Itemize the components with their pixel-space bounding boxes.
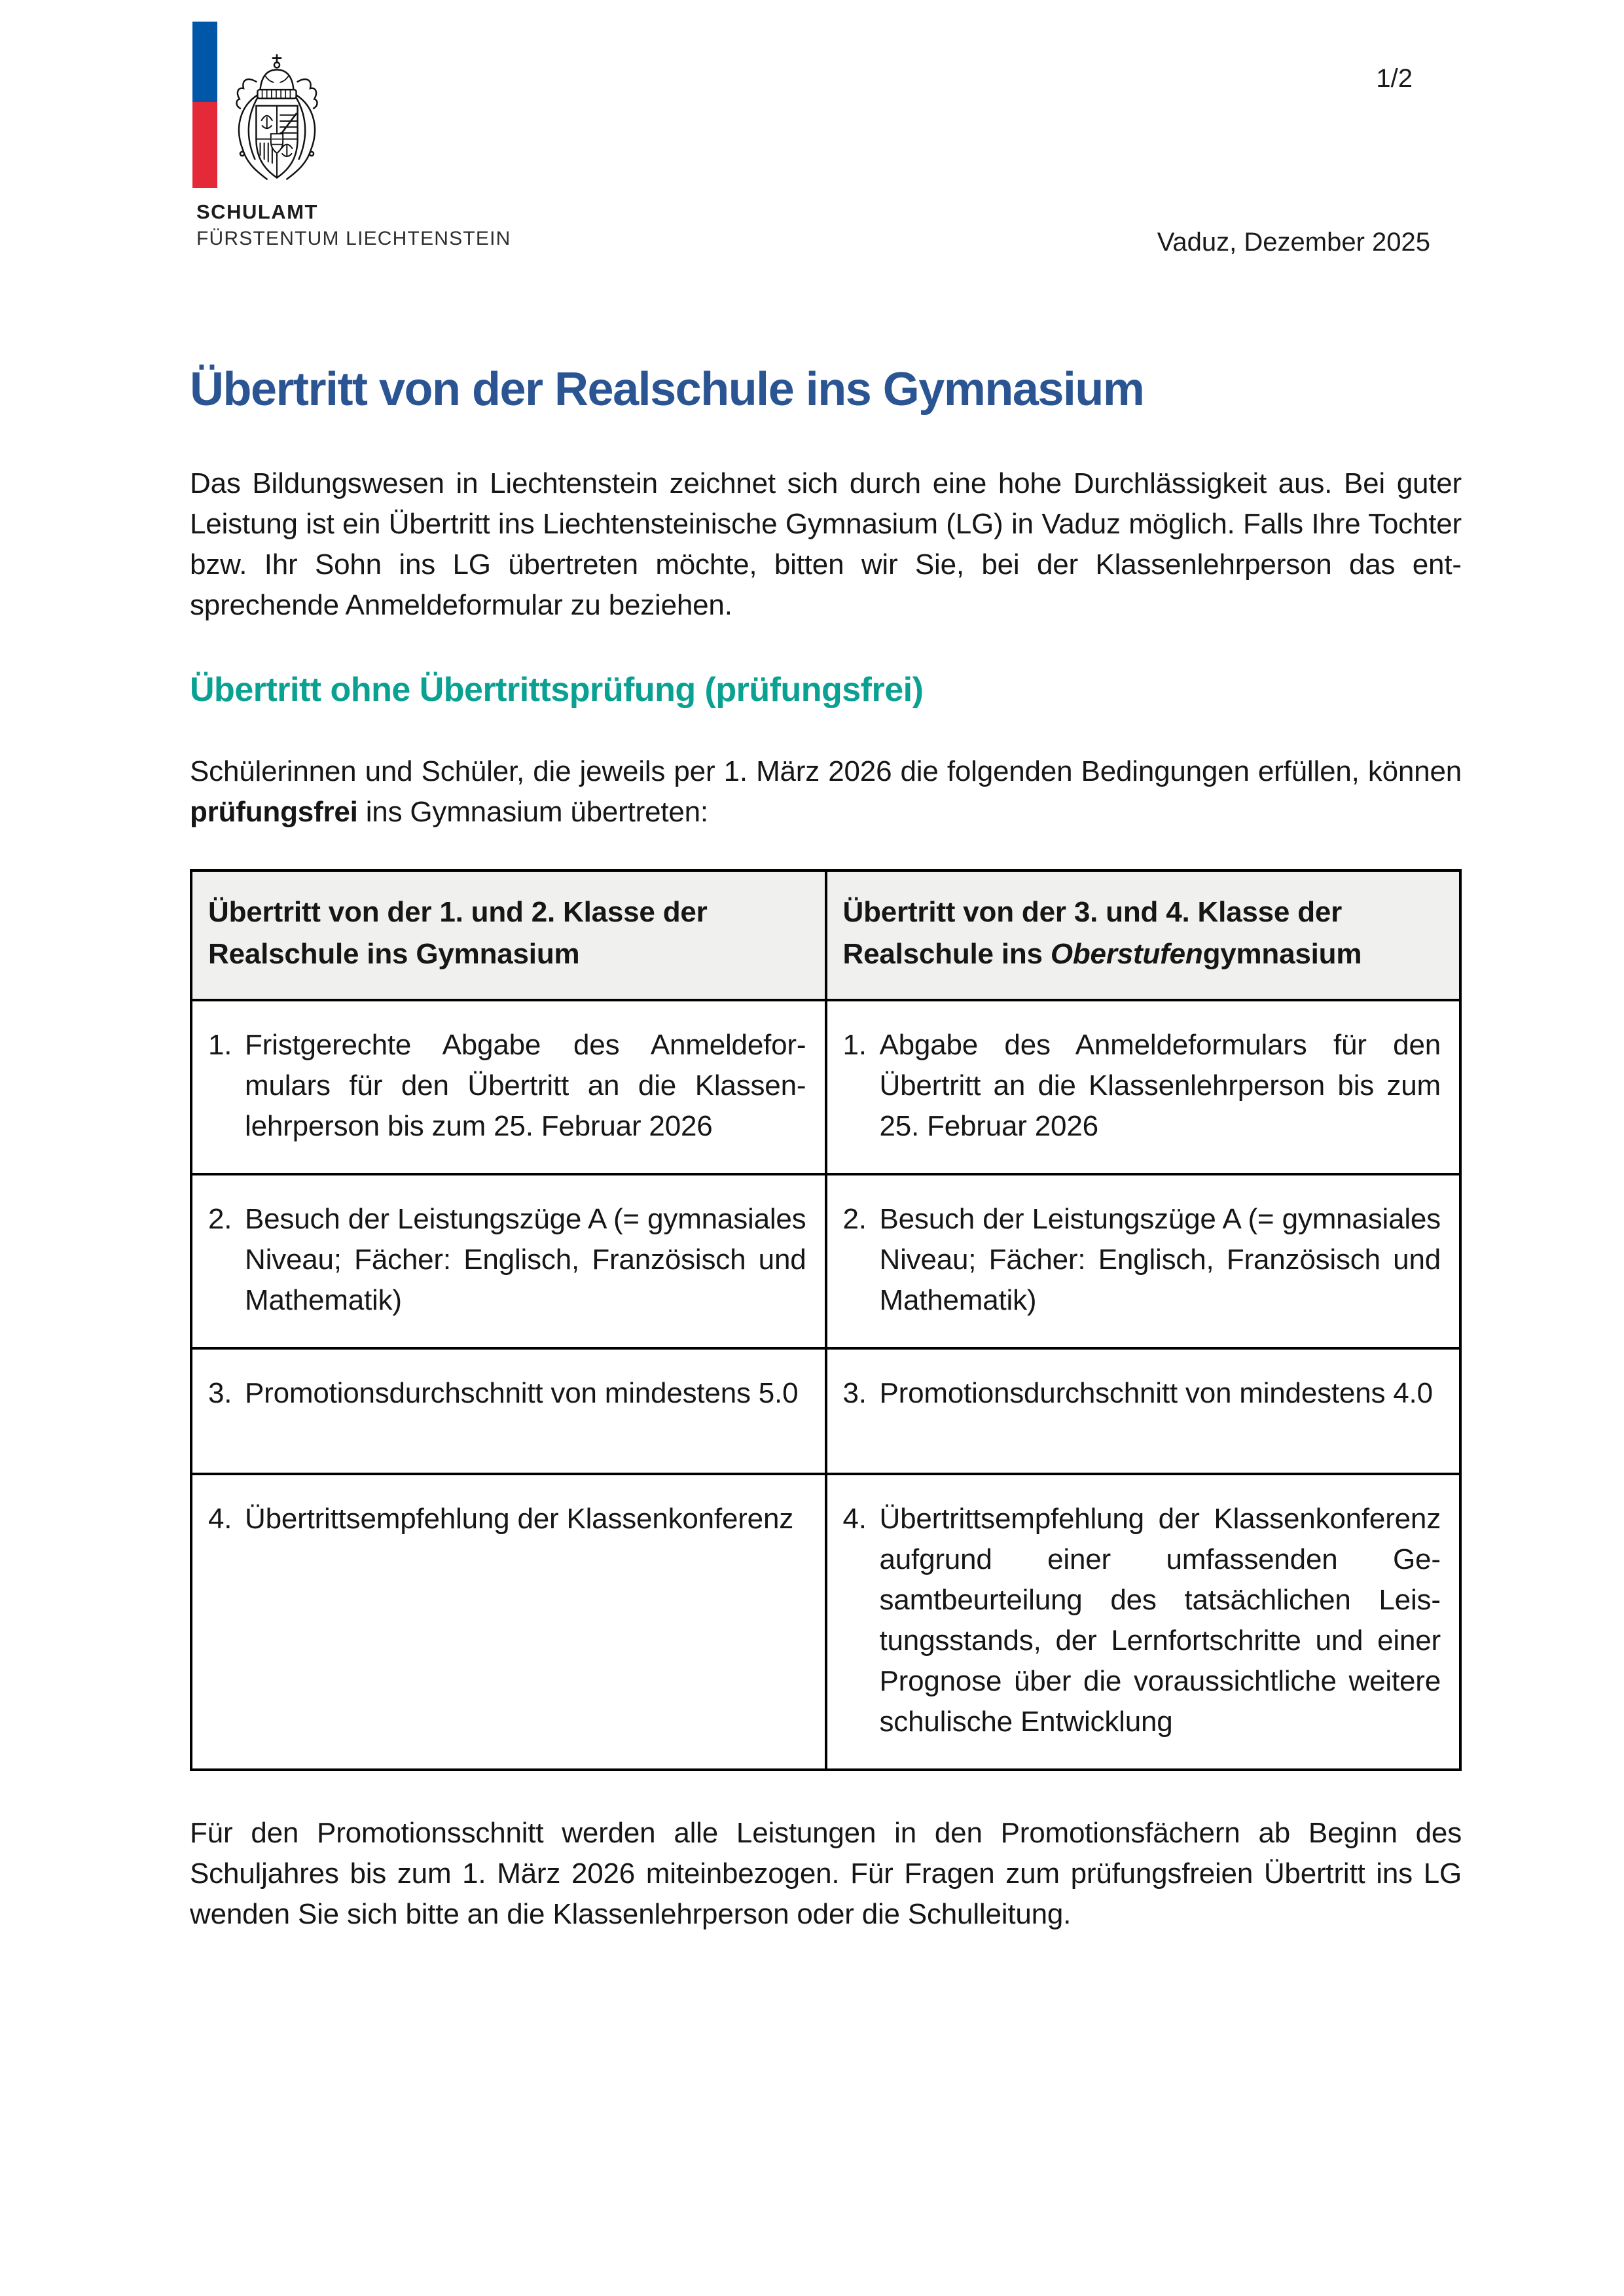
list-number: 1. xyxy=(208,1029,232,1061)
list-number: 2. xyxy=(208,1203,232,1235)
table-cell xyxy=(826,1474,1461,1770)
table-header-right xyxy=(826,870,1461,1000)
table-header-left: Übertritt von der 1. und 2. Klasse der Realschule ins Gymnasium xyxy=(191,870,826,1000)
closing-paragraph: Für den Promotionsschnitt werden alle Leistungen in den Promotionsfächern ab Beginn des Schuljahres bis zum 1. März 2026 miteinbezogen. Für Fragen zum prüfungsfreien Übertritt ins LG wenden Sie sich bitte an die Klassenlehrperson oder die Schulleitung. xyxy=(190,1817,1462,1930)
page-number: 1/2 xyxy=(1376,64,1413,93)
list-number: 4. xyxy=(842,1503,867,1535)
table-cell xyxy=(191,1348,826,1474)
org-name: SCHULAMT xyxy=(196,200,318,223)
table-header-right-before: Übertritt von der 3. und 4. Klasse der Realschule ins xyxy=(842,896,1343,970)
list-text: Promotionsdurchschnitt von mindestens 5.0 xyxy=(245,1377,799,1409)
intro-paragraph: Das Bildungswesen in Liechtenstein zeichnet sich durch eine hohe Durchlässigkeit aus. Bei guter Leistung ist ein Übertritt ins Liechtensteinische Gymnasium (LG) in Vaduz möglich. Falls Ihre Tochter bzw. Ihr Sohn ins LG übertreten möchte, bitten wir Sie, bei der Klassenlehrperson das entsprechende Anmeldeformular zu beziehen. xyxy=(190,467,1462,621)
list-number: 4. xyxy=(208,1503,232,1535)
list-number: 3. xyxy=(842,1377,867,1409)
table-header-right-after: gymnasium xyxy=(1202,938,1362,970)
table-header-right-italic: Oberstufen xyxy=(1050,938,1203,970)
list-number: 2. xyxy=(842,1203,867,1235)
table-cell xyxy=(191,1174,826,1348)
list-text: Besuch der Leistungszüge A (= gymnasiales Niveau; Fächer: Englisch, Französisch und Mathematik) xyxy=(879,1203,1441,1316)
conditions-intro-before: Schülerinnen und Schüler, die jeweils per 1. März 2026 die folgenden Bedingungen erfüllen, können xyxy=(190,755,1462,787)
conditions-table xyxy=(190,869,1462,1771)
list-text: Übertrittsempfehlung der Klassenkonferenz aufgrund einer umfassenden Gesamtbeurteilung des tatsächlichen Leistungsstands, der Lernfortschritte und einer Prognose über die voraussichtliche weitere schulische Entwicklung xyxy=(879,1503,1441,1738)
table-cell xyxy=(826,1174,1461,1348)
list-text: Besuch der Leistungszüge A (= gymnasiales Niveau; Fächer: Englisch, Französisch und Mathematik) xyxy=(245,1203,806,1316)
table-row xyxy=(191,1474,1460,1770)
table-row xyxy=(191,1000,1460,1174)
table-row xyxy=(191,1348,1460,1474)
conditions-intro-paragraph xyxy=(190,751,1462,833)
list-number: 3. xyxy=(208,1377,232,1409)
section-heading: Übertritt ohne Übertrittsprüfung (prüfungsfrei) xyxy=(190,671,924,709)
list-text: Fristgerechte Abgabe des Anmeldeformulars für den Übertritt an die Klassenlehrperson bis zum 25. Februar 2026 xyxy=(245,1029,806,1142)
list-text: Abgabe des Anmeldeformulars für den Übertritt an die Klassenlehrperson bis zum 25. Februar 2026 xyxy=(879,1029,1441,1142)
list-text: Übertrittsempfehlung der Klassenkonferenz xyxy=(245,1503,794,1535)
table-cell xyxy=(191,1474,826,1770)
document-content xyxy=(190,0,1462,1935)
table-cell xyxy=(826,1348,1461,1474)
table-header-row xyxy=(191,870,1460,1000)
document-title: Übertritt von der Realschule ins Gymnasium xyxy=(190,363,1144,416)
table-cell xyxy=(191,1000,826,1174)
conditions-intro-after: ins Gymnasium übertreten: xyxy=(357,796,708,828)
conditions-intro-bold: prüfungsfrei xyxy=(190,796,358,828)
date-line: Vaduz, Dezember 2025 xyxy=(1157,228,1430,257)
org-subtitle: FÜRSTENTUM LIECHTENSTEIN xyxy=(196,228,511,249)
table-cell xyxy=(826,1000,1461,1174)
list-text: Promotionsdurchschnitt von mindestens 4.0 xyxy=(879,1377,1433,1409)
list-number: 1. xyxy=(842,1029,867,1061)
table-row xyxy=(191,1174,1460,1348)
